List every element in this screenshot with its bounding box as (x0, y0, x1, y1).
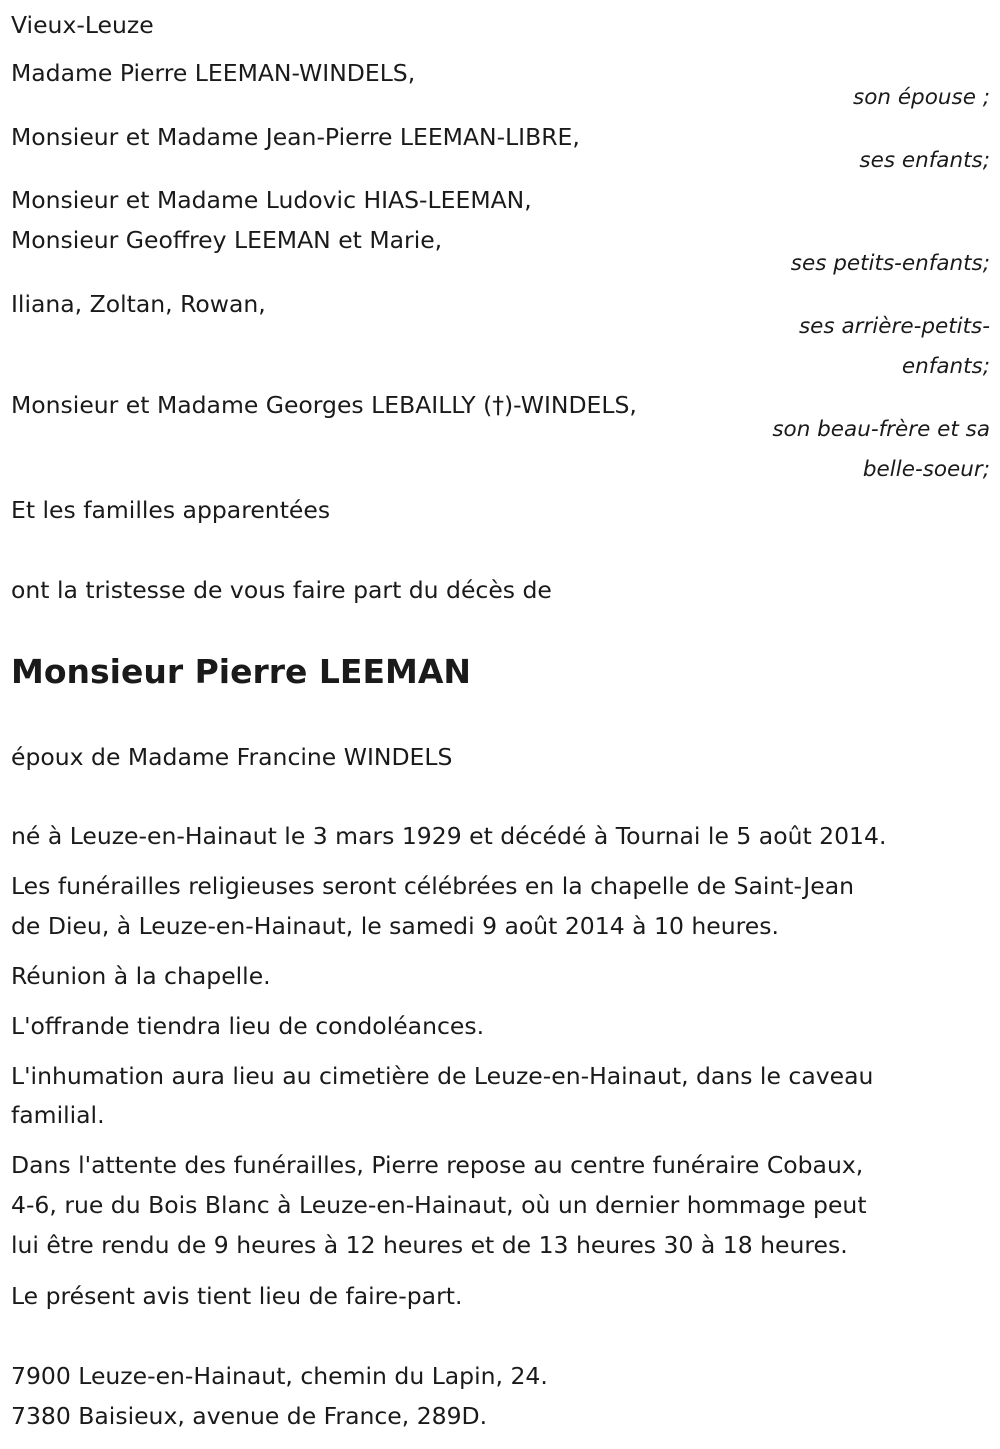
detail-notice: Le présent avis tient lieu de faire-part. (11, 1282, 463, 1310)
family-name: Monsieur et Madame Jean-Pierre LEEMAN-LIBRE, (11, 123, 580, 151)
family-name: Monsieur et Madame Georges LEBAILLY (†)-WINDELS, (11, 391, 637, 419)
family-relation: enfants; (901, 354, 990, 379)
family-name: Monsieur Geoffrey LEEMAN et Marie, (11, 226, 443, 254)
family-relation: ses petits-enfants; (790, 251, 990, 276)
family-relation: ses arrière-petits- (798, 314, 990, 339)
family-relation: belle-soeur; (862, 457, 990, 482)
family-name: Monsieur et Madame Ludovic HIAS-LEEMAN, (11, 186, 532, 214)
family-relation: son beau-frère et sa (772, 417, 990, 442)
detail-viewing: lui être rendu de 9 heures à 12 heures et de 13 heures 30 à 18 heures. (11, 1231, 848, 1259)
detail-viewing: Dans l'attente des funérailles, Pierre repose au centre funéraire Cobaux, (11, 1151, 864, 1179)
families-line: Et les familles apparentées (11, 496, 331, 524)
announcement: ont la tristesse de vous faire part du décès de (11, 576, 552, 604)
family-relation: son épouse ; (853, 85, 990, 110)
deceased-name: Monsieur Pierre LEEMAN (11, 652, 472, 691)
family-name: Iliana, Zoltan, Rowan, (11, 290, 266, 318)
detail-funeral: Les funérailles religieuses seront célébrées en la chapelle de Saint-Jean (11, 872, 854, 900)
detail-offering: L'offrande tiendra lieu de condoléances. (11, 1012, 485, 1040)
address: 7900 Leuze-en-Hainaut, chemin du Lapin, 24. (11, 1362, 548, 1390)
detail-burial: L'inhumation aura lieu au cimetière de Leuze-en-Hainaut, dans le caveau (11, 1062, 874, 1090)
detail-meeting: Réunion à la chapelle. (11, 962, 271, 990)
detail-viewing: 4-6, rue du Bois Blanc à Leuze-en-Hainaut, où un dernier hommage peut (11, 1191, 867, 1219)
address: 7380 Baisieux, avenue de France, 289D. (11, 1402, 488, 1430)
spouse-line: époux de Madame Francine WINDELS (11, 743, 453, 771)
detail-funeral: de Dieu, à Leuze-en-Hainaut, le samedi 9 août 2014 à 10 heures. (11, 912, 779, 940)
detail-birth-death: né à Leuze-en-Hainaut le 3 mars 1929 et décédé à Tournai le 5 août 2014. (11, 822, 887, 850)
detail-burial: familial. (11, 1101, 105, 1129)
family-name: Madame Pierre LEEMAN-WINDELS, (11, 59, 416, 87)
family-relation: ses enfants; (859, 148, 990, 173)
place: Vieux-Leuze (11, 11, 154, 39)
